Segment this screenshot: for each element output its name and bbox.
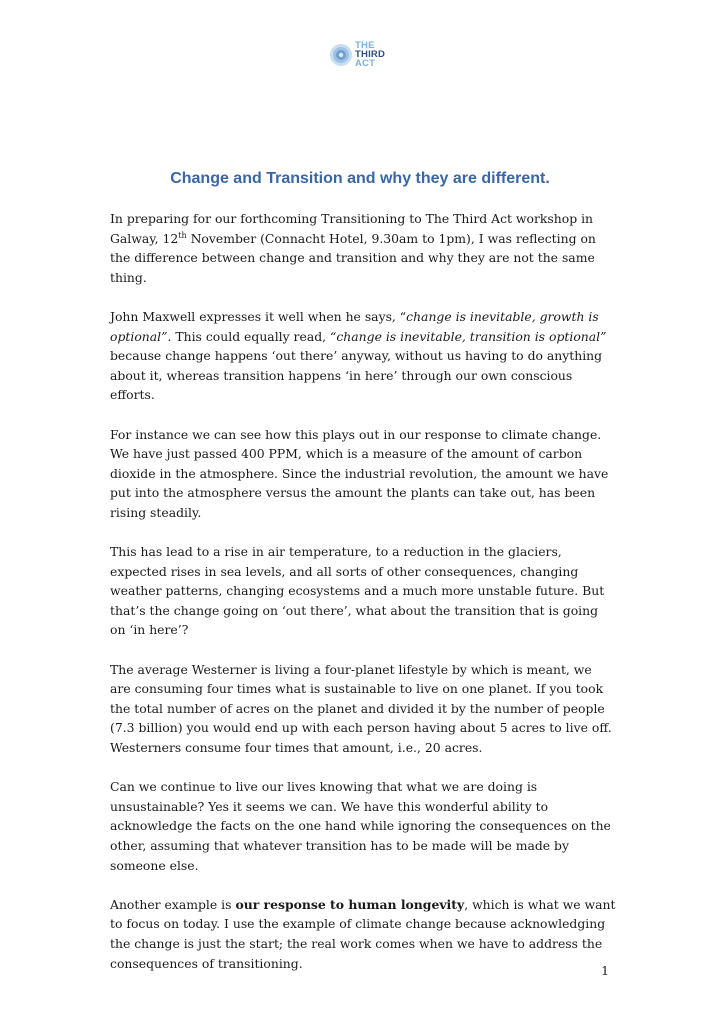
paragraph-1 bbox=[110, 209, 616, 287]
paragraph-2-text-c: because change happens ‘out there’ anyway, without us having to do anything about it, whereas transition happens ‘in here’ through our own conscious efforts. bbox=[110, 348, 603, 403]
paragraph-4: This has lead to a rise in air temperature, to a reduction in the glaciers, expected rises in sea levels, and all sorts of other consequences, changing weather patterns, changing ecosystems and a much more unstable future. But that’s the change going on ‘out there’, what about the transition that is going on ‘in here’? bbox=[110, 544, 605, 638]
page-title: Change and Transition and why they are different. bbox=[170, 170, 550, 187]
paragraph-2-text-b: This could equally read, bbox=[171, 328, 331, 344]
paragraph-3: For instance we can see how this plays out in our response to climate change. We have just passed 400 PPM, which is a measure of the amount of carbon dioxide in the atmosphere. Since the industrial revolution, the amount we have put into the atmosphere versus the amount the plants can take out, has been rising steadily. bbox=[110, 426, 609, 520]
paragraph-2-text-a: John Maxwell expresses it well when he says, “ bbox=[110, 308, 407, 324]
emphasis-longevity: our response to human longevity bbox=[235, 896, 465, 912]
logo-line-2: THIRD bbox=[355, 49, 386, 60]
paragraph-6: Can we continue to live our lives knowing that what we are doing is unsustainable? Yes it seems we can. We have this wonderful ability to acknowledge the facts on the one hand while ignoring the consequences on the other, assuming that whatever transition has to be made will be made by someone else. bbox=[110, 779, 611, 873]
ordinal-suffix: th bbox=[178, 230, 187, 240]
logo-text bbox=[355, 41, 385, 68]
quote-maxwell: change is inevitable, growth is optional”. bbox=[110, 308, 599, 344]
logo-line-1: THE bbox=[355, 40, 375, 51]
paragraph-1-text-a: In preparing for our forthcoming Transitioning to The Third Act workshop in Galway, 12 bbox=[110, 211, 594, 246]
paragraph-5: The average Westerner is living a four-planet lifestyle by which is meant, we are consuming four times what is sustainable to live on one planet. If you took the total number of acres on the planet and divided it by the number of people (7.3 billion) you would end up with each person having about 5 acres to live off. Westerners consume four times that amount, i.e., 20 acres. bbox=[110, 661, 612, 756]
paragraph-7 bbox=[110, 895, 616, 973]
quote-transition: “change is inevitable, transition is optional” bbox=[330, 328, 607, 344]
document-body bbox=[110, 209, 616, 993]
logo bbox=[329, 40, 395, 70]
page-number: 1 bbox=[601, 963, 609, 978]
paragraph-2 bbox=[110, 307, 616, 405]
paragraph-1-text-b: November (Connacht Hotel, 9.30am to 1pm), I was reflecting on the difference between change and transition and why they are not the same thing. bbox=[110, 230, 596, 285]
logo-line-3: ACT bbox=[355, 58, 376, 69]
globe-icon bbox=[329, 43, 353, 67]
paragraph-7-text-a: Another example is bbox=[110, 896, 236, 912]
paragraph-7-text-b: , which is what we want to focus on today. I use the example of climate change because acknowledging the change is just the start; the real work comes when we have to address the consequences of transitioning. bbox=[110, 896, 616, 971]
